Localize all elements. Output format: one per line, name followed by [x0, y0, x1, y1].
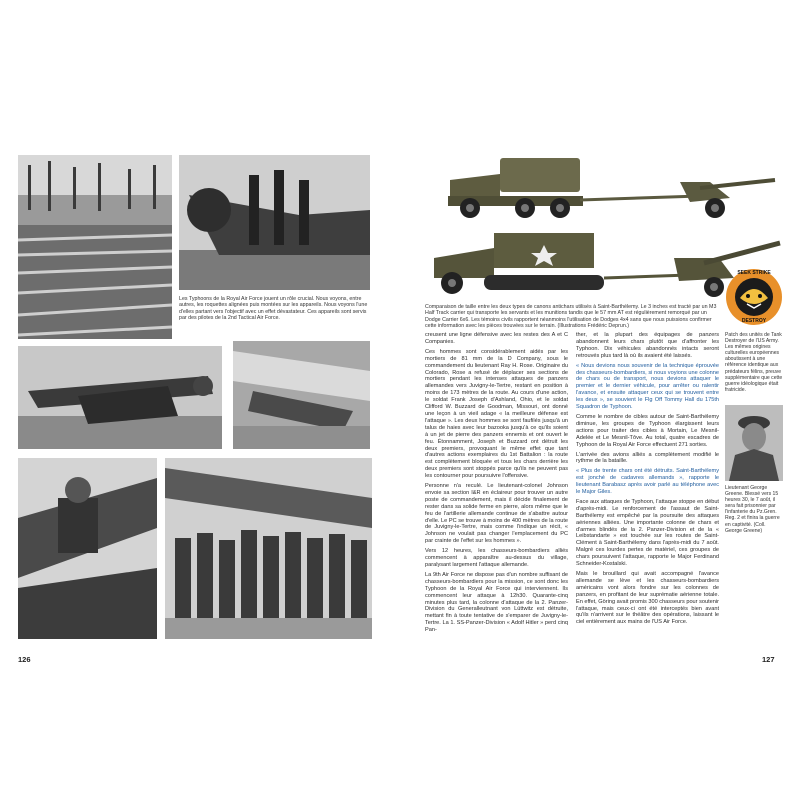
photo-pilots-group	[165, 458, 372, 639]
col2-paragraph: « Nous devions nous souvenir de la technique éprouvée des chasseurs-bombardiers, si nous voyions une colonne de chars ou de transport, nous devions attaquer le premier et le dernier véhicule, pour arrêter ou ralentir l'avance, et ensuite attaquer ceux qui se trouvent entre les deux », se souvient le Flg Off Tommy Hall du 175th Squadron de Typhoon.	[576, 362, 719, 411]
col1-paragraph: Ces hommes sont considérablement aidés par les mortiers de 81 mm de la D Company, sous le commandement du lieutenant Ray H. Rose. Originaire du Colorado, Rose a refusé de déplacer ses sections de mortiers pendant les intenses attaques de panzers allemandes vers Juvigny-le-Tertre, restant en position à moins de 173 mètres de la route. Au cours d'une action, le soldat Frank Joseph d'Ashland, Ohio, et le soldat Clifford W. Buzzard de Goodman, Missouri, ont donné une leçon à un vieil adage « la meilleure défense est l'attaque ». Les deux hommes se sont faufilés jusqu'à un talus de haies avec leur bazooka jusqu'à ce qu'ils soient à un jet de pierre des panzers ennemis et ont ouvert le feu. Étonnamment, Joseph et Buzzard ont détruit les deux premiers, provoquant le même effet que tant d'autres actions exemplaires du 1st Battalion : la route est complètement bloquée et tous les chars derrière les deux premiers sont stoppés parce qu'ils ne peuvent pas les contourner pour poursuivre l'offensive.	[425, 348, 568, 480]
caption-portrait: Lieutenant George Greene. Blessé vers 15 heures 30, le 7 août, il sera fait prisonnier par l'infanterie du Pz.Gren. Reg. 2 et finira la guerre en captivité. (Coll. George Greene)	[725, 485, 780, 534]
col2-paragraph: « Plus de trente chars ont été détruits. Saint-Barthélemy est jonché de cadavres allemands », rapporte le lieutenant Barabasz après avoir parlé au téléphone avec le Major Giles.	[576, 468, 719, 496]
patch-text-top: SEEK STRIKE	[737, 270, 771, 276]
col2-paragraph: L'arrivée des avions alliés a complètement modifié le rythme de la bataille.	[576, 451, 719, 465]
photo-typhoon-attack	[233, 341, 370, 449]
col2-paragraph: Face aux attaques de Typhoon, l'attaque stoppe en début d'après-midi. Le renforcement de l'assaut de Saint-Barthélemy est empêché par la poursuite des attaques aériennes alliées. Une importante colonne de chars et d'armes blindés de la 2. Panzer-Division et de la « Leibstandarte » est touchée sur les routes de Saint-Clément à Saint-Barthélemy dans l'après-midi du 7 août. Malgré ces lourdes pertes de matériel, ces groupes de chars poursuivent l'attaque, rapporte le Major Ferdinand Schneider-Kostalski.	[576, 498, 719, 568]
page-number-left: 126	[18, 655, 31, 664]
text-column-1	[425, 332, 568, 637]
caption-typhoons: Les Typhoons de la Royal Air Force jouent un rôle crucial. Nous voyons, entre autres, les roquettes alignées puis montées sur les appareils. Nous voyons l'une d'elles partant vers l'objectif avec un effet dévastateur. Ces appareils sont servis par des pilotes de la 2nd Tactical Air Force.	[179, 296, 368, 322]
text-column-2	[576, 332, 719, 629]
photo-pilot-cockpit	[18, 458, 157, 639]
col2-paragraph: Mais le brouillard qui avait accompagné l'avance allemande se lève et les chasseurs-bombardiers américains vont alors fondre sur les colonnes de panzers, en profitant de leur suprématie aérienne totale. En effet, Göring avait promis 300 chasseurs pour soutenir l'attaque, mais ceux-ci ont été interceptés bien avant qu'ils n'arrivent sur le théâtre des opérations, laissant le ciel entièrement aux mains de l'US Air Force.	[576, 571, 719, 626]
col1-paragraph: creusent une ligne défensive avec les restes des A et C Companies.	[425, 332, 568, 345]
col1-paragraph: Personne n'a reculé. Le lieutenant-colonel Johnson envoie sa section I&R en éclaireur pour trouver un autre poste de commandement, mais il décide finalement de rester dans sa solide ferme en pierre, alors même que le feu de l'artillerie allemande continue de s'abattre autour d'elle. Le PC se trouve à moins de 400 mètres de la route de Juvigny-le-Tertre, mais comme l'indique un récit, « Johnson ne voulait pas changer l'emplacement du PC par crainte de l'effet sur les hommes ».	[425, 483, 568, 545]
page-number-right: 127	[762, 655, 775, 664]
caption-patch: Patch des unités de Tank Destroyer de l'US Army. Les mêmes origines culturelles européennes aboutissent à une référence identique aux prédateurs félins, preuve supplémentaire que cette guerre idéologique était fratricide.	[725, 332, 783, 393]
patch-text-bottom: DESTROY	[741, 318, 767, 324]
tank-destroyer-patch	[725, 268, 783, 326]
photo-george-greene	[725, 405, 783, 481]
col1-paragraph: Vers 12 heures, les chasseurs-bombardiers alliés commencent à apparaître au-dessus du village, paralysant largement l'attaque allemande.	[425, 548, 568, 568]
photo-rockets-rows	[18, 155, 172, 339]
col2-paragraph: Comme le nombre de cibles autour de Saint-Barthélemy diminue, les groupes de Typhoon élargissent leurs actions pour traiter des cibles à Mortain, Le Mesnil-Adelée et Le Mesnil-Tôve. Au total, quatre escadres de Typhoon de la Royal Air Force effectuent 271 sorties.	[576, 413, 719, 448]
col2-paragraph: ther, et la plupart des équipages de panzers abandonnent leurs chars plutôt que d'affronter les Typhoon. Dix véhicules abandonnés intacts seront retrouvés plus tard là où ils avaient été laissés.	[576, 332, 719, 359]
col1-paragraph: La 9th Air Force ne dispose pas d'un nombre suffisant de chasseurs-bombardiers pour la mission, ce sont donc les Typhoon de la Royal Air Force qui interviennent. Ils commencent leur attaque à 12h30. Quarante-cinq minutes plus tard, la colonne d'attaque de la 2. Panzer-Division du Generalleutnant von Lüttwitz est détruite, mettant fin à toute tentative de s'emparer de Juvigny-le-Tertre. La 1. SS-Panzer-Division « Adolf Hitler » perd cinq Pan-	[425, 571, 568, 634]
photo-typhoon-parked	[18, 346, 222, 449]
caption-comparison: Comparaison de taille entre les deux types de canons antichars utilisés à Saint-Barthélemy. Le 3 inches est tracté par un M3 Half Track carrier qui transporte les servants et les munitions tandis que le 57 mm AT est régulièrement remorqué par un Dodge Carrier 6x6. Les témoins civils rapportent néanmoins l'utilisation de Dodges 4x4 sans que nous puissions confirmer cette information avec les pièces trouvées sur le terrain. (Illustrations Frédéric Deprun.)	[425, 304, 717, 330]
illustration-dodge-carrier	[430, 152, 780, 220]
photo-typhoon-loading	[179, 155, 370, 290]
